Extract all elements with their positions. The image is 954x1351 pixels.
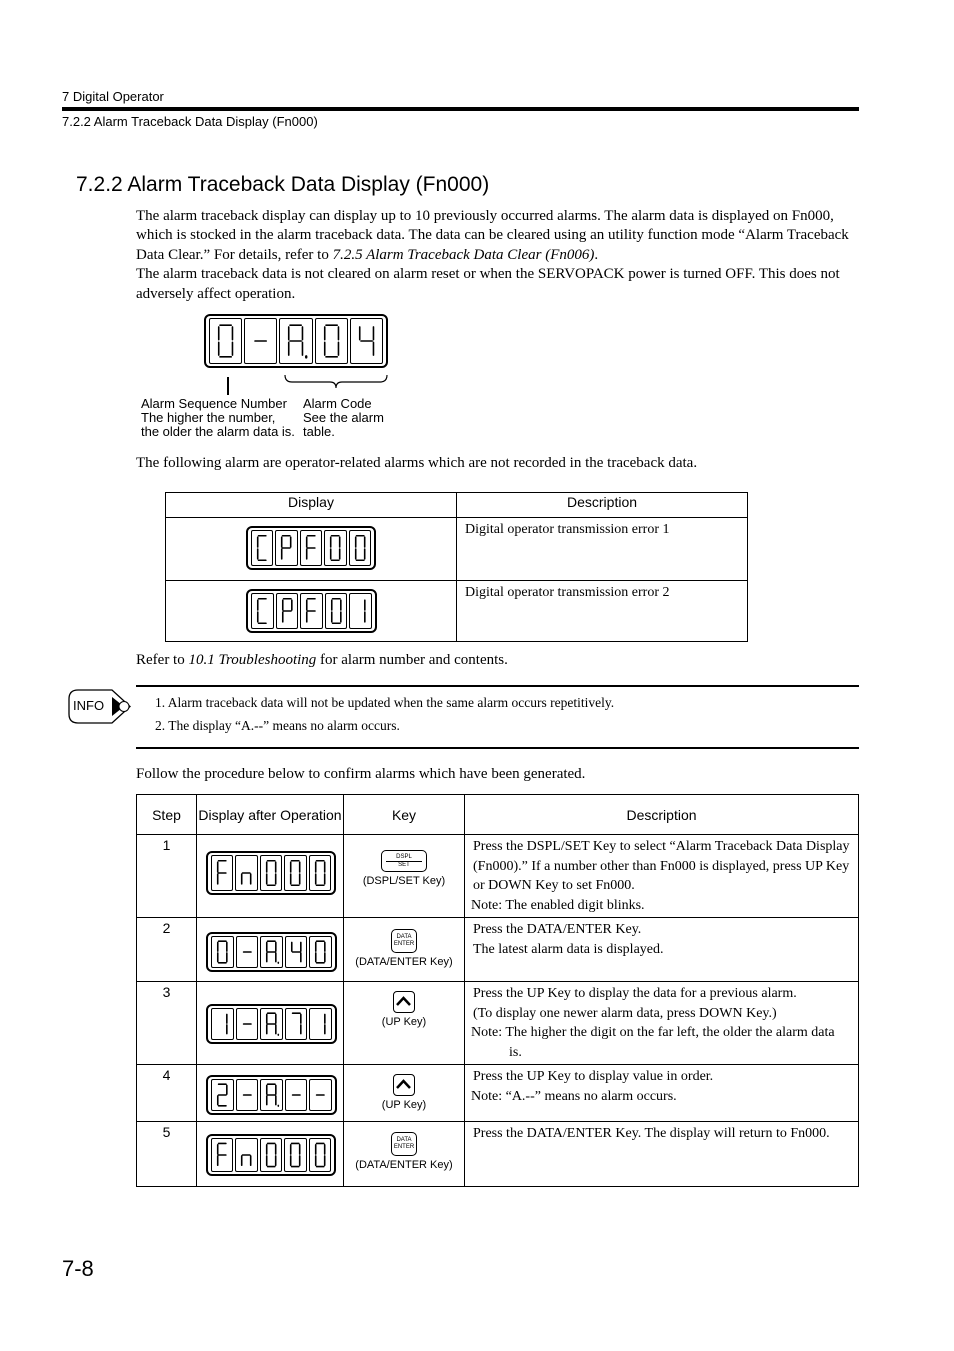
alarm-description: Digital operator transmission error 2 [457, 581, 748, 642]
alarm-description: Digital operator transmission error 1 [457, 518, 748, 581]
seven-segment-digit [349, 593, 372, 629]
key-label: (DATA/ENTER Key) [355, 1159, 453, 1171]
seven-segment-digit [309, 855, 331, 891]
seven-segment-digit [211, 1138, 233, 1172]
table-row [137, 918, 859, 982]
seven-segment-digit [211, 855, 233, 891]
sequence-number-label: Alarm Sequence Number The higher the number, the older the alarm data is. [141, 396, 295, 439]
seven-segment-display [206, 1075, 337, 1115]
key-label: (DSPL/SET Key) [362, 875, 446, 887]
step-number: 5 [137, 1122, 197, 1187]
step-note: Note: The higher the digit on the far left, the older the alarm data is. [471, 1025, 835, 1060]
header-rule [62, 107, 859, 111]
seven-segment-digit [315, 318, 348, 364]
step-description: Press the DATA/ENTER Key. [473, 922, 642, 937]
seven-segment-digit [236, 1079, 259, 1111]
info-item: 1. Alarm traceback data will not be updated when the same alarm occurs repetitively. [155, 695, 615, 710]
step-description: Press the DATA/ENTER Key. The display will return to Fn000. [473, 1126, 830, 1141]
seven-segment-digit [260, 1008, 283, 1040]
step-number: 1 [137, 835, 197, 918]
step-description: Press the UP Key to display value in order. [473, 1069, 714, 1084]
key-label: (UP Key) [381, 1016, 427, 1028]
section-title: 7.2.2 Alarm Traceback Data Display (Fn000) [76, 173, 490, 196]
step-description: Press the DSPL/SET Key to select “Alarm Traceback Data Display (Fn000).” If a number other than Fn000 is displayed, press UP Key or DOWN Key to set Fn000. [473, 839, 850, 893]
step-description-secondary: (To display one newer alarm data, press DOWN Key.) [473, 1005, 777, 1021]
intro-paragraph-2: The alarm traceback data is not cleared on alarm reset or when the SERVOPACK power is turned OFF. This does not adversely affect operation. [136, 266, 840, 302]
step-description: Press the UP Key to display the data for a previous alarm. [473, 986, 797, 1001]
procedure-table [136, 794, 859, 1187]
up-key-icon [393, 991, 415, 1013]
seven-segment-digit [260, 1079, 283, 1111]
seven-segment-digit [285, 1079, 308, 1111]
seven-segment-digit [284, 1138, 306, 1172]
seven-segment-digit [211, 936, 234, 968]
cross-reference: 7.2.5 Alarm Traceback Data Clear (Fn006) [332, 246, 595, 263]
seven-segment-digit [251, 530, 273, 566]
seven-segment-digit [300, 530, 322, 566]
seven-segment-digit [275, 530, 297, 566]
seven-segment-digit [251, 593, 274, 629]
step-number: 2 [137, 918, 197, 982]
step-note: Note: The enabled digit blinks. [471, 897, 645, 913]
seven-segment-digit [285, 936, 308, 968]
intro-paragraph-1: The alarm traceback display can display up to 10 previously occurred alarms. The alarm data is displayed on Fn000, which is stocked in the alarm traceback data. The data can be cleared using an utility function mode “Alarm Traceback Data Clear.” For details, refer to 7.2.5 Alarm Traceback Data Clear (Fn006). [136, 208, 849, 263]
column-header-description: Description [457, 493, 748, 518]
seven-segment-display [246, 589, 377, 633]
running-header-chapter: 7 Digital Operator [62, 89, 164, 104]
seven-segment-display [206, 1134, 336, 1176]
procedure-text: Follow the procedure below to confirm alarms which have been generated. [136, 766, 586, 782]
table-row [137, 1065, 859, 1122]
seven-segment-digit [260, 855, 282, 891]
step-note: The latest alarm data is displayed. [473, 941, 664, 957]
seven-segment-digit [236, 936, 259, 968]
seven-segment-digit [211, 1008, 234, 1040]
up-key-icon [393, 1074, 415, 1096]
key-label: (DATA/ENTER Key) [355, 956, 453, 968]
seven-segment-digit [260, 1138, 282, 1172]
column-header-display: Display after Operation [197, 795, 344, 835]
seven-segment-digit [309, 1008, 332, 1040]
seven-segment-digit [325, 593, 348, 629]
table-row [166, 518, 748, 581]
table-row [137, 1122, 859, 1187]
seven-segment-digit [209, 318, 242, 364]
info-label: INFO [73, 698, 105, 713]
column-header-description: Description [465, 795, 859, 835]
page-number: 7-8 [62, 1256, 94, 1281]
alarm-code-label: Alarm Code See the alarm table. [303, 396, 384, 439]
info-item: 2. The display “A.--” means no alarm occurs. [155, 718, 400, 733]
dspl-set-key-icon: DSPL SET [381, 850, 427, 872]
column-header-step: Step [137, 795, 197, 835]
seven-segment-digit [285, 1008, 308, 1040]
step-note: Note: “A.--” means no alarm occurs. [471, 1088, 677, 1104]
info-top-rule [136, 685, 859, 687]
step-number: 3 [137, 982, 197, 1065]
sequence-number-pointer [227, 377, 229, 395]
table-row [137, 835, 859, 918]
seven-segment-digit [244, 318, 277, 364]
seven-segment-digit [350, 318, 383, 364]
seven-segment-digit [284, 855, 306, 891]
seven-segment-digit [235, 1138, 257, 1172]
operator-alarms-text: The following alarm are operator-related alarms which are not recorded in the traceback data. [136, 455, 698, 471]
running-header-section: 7.2.2 Alarm Traceback Data Display (Fn000) [62, 114, 318, 129]
intro-text [136, 207, 858, 304]
info-badge [68, 689, 132, 725]
seven-segment-display [246, 526, 376, 570]
operator-alarm-table [165, 492, 748, 642]
seven-segment-digit [276, 593, 299, 629]
info-bottom-rule [136, 747, 859, 749]
seven-segment-digit [260, 936, 283, 968]
seven-segment-digit [309, 936, 332, 968]
alarm-display-figure [204, 314, 388, 368]
seven-segment-digit [279, 318, 312, 364]
seven-segment-digit [236, 1008, 259, 1040]
seven-segment-display [206, 851, 336, 895]
seven-segment-digit [309, 1079, 332, 1111]
seven-segment-digit [211, 1079, 234, 1111]
data-enter-key-icon: DATA ENTER [391, 1132, 417, 1156]
alarm-code-brace [284, 373, 388, 389]
refer-text: Refer to 10.1 Troubleshooting for alarm number and contents. [136, 652, 508, 668]
cross-reference: 10.1 Troubleshooting [188, 652, 317, 668]
seven-segment-digit [300, 593, 323, 629]
data-enter-key-icon: DATA ENTER [391, 929, 417, 953]
table-row [166, 581, 748, 642]
column-header-key: Key [344, 795, 465, 835]
seven-segment-display [206, 1004, 337, 1044]
seven-segment-digit [309, 1138, 331, 1172]
table-row [137, 982, 859, 1065]
seven-segment-digit [235, 855, 257, 891]
column-header-display: Display [166, 493, 457, 518]
seven-segment-display [206, 932, 337, 972]
seven-segment-digit [324, 530, 346, 566]
key-label: (UP Key) [381, 1099, 427, 1111]
step-number: 4 [137, 1065, 197, 1122]
seven-segment-digit [349, 530, 371, 566]
